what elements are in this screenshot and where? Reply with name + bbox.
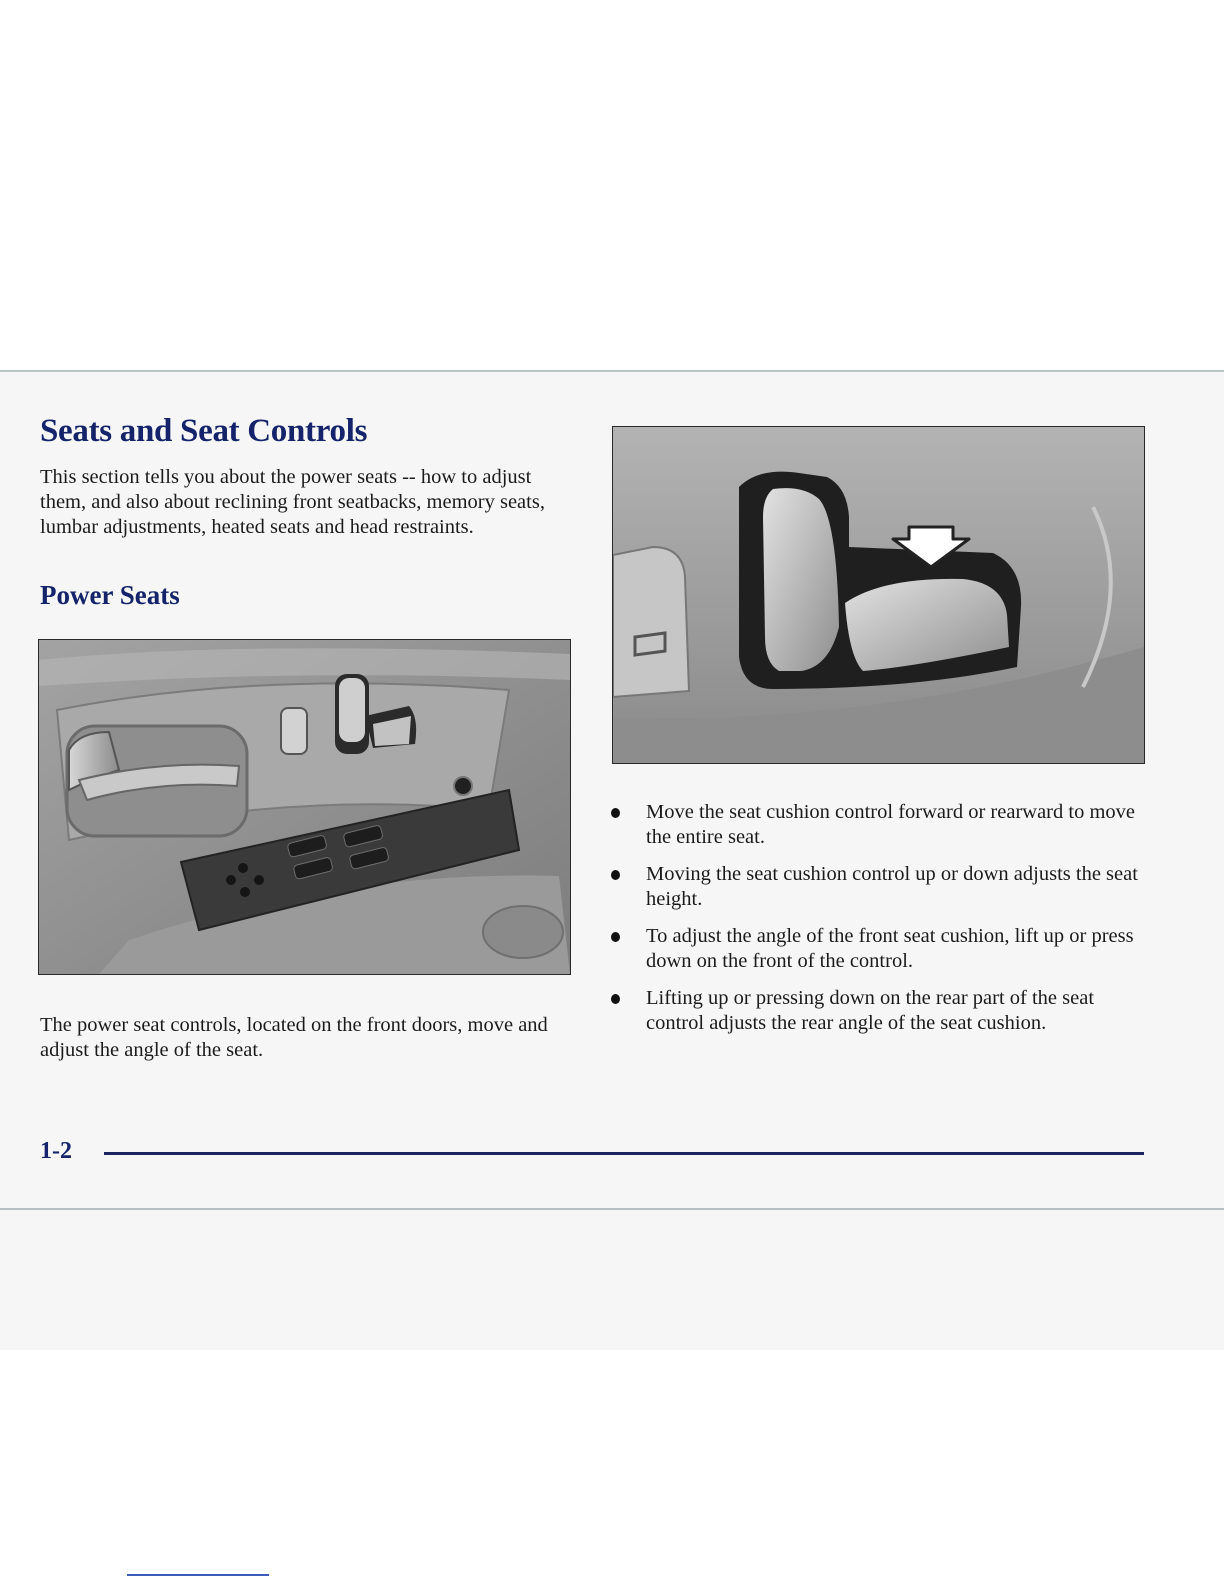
door-panel-photo [38,639,571,975]
list-item-text: To adjust the angle of the front seat cushion, lift up or press down on the front of the control. [646,925,1134,972]
bullet-icon [611,932,620,942]
list-item [610,800,1150,850]
list-item [610,924,1150,974]
bullet-icon [611,994,620,1004]
bottom-link-underline [127,1574,269,1576]
list-item [610,862,1150,912]
list-item-text: Move the seat cushion control forward or rearward to move the entire seat. [646,801,1135,848]
footer-rule [104,1152,1144,1155]
section-title: Seats and Seat Controls [40,413,368,449]
band-bottom-rule [0,1208,1224,1210]
bullet-list [610,800,1150,1048]
list-item [610,986,1150,1036]
band-top-rule [0,370,1224,372]
page-number: 1-2 [40,1138,72,1164]
bullet-icon [611,870,620,880]
list-item-text: Moving the seat cushion control up or down adjusts the seat height. [646,863,1138,910]
seat-control-closeup-photo [612,426,1145,764]
intro-paragraph: This section tells you about the power seats -- how to adjust them, and also about reclining front seatbacks, memory seats, lumbar adjustments, heated seats and head restraints. [40,466,545,538]
photo-caption: The power seat controls, located on the front doors, move and adjust the angle of the seat. [40,1014,548,1061]
bullet-icon [611,808,620,818]
subsection-title: Power Seats [40,580,180,610]
list-item-text: Lifting up or pressing down on the rear part of the seat control adjusts the rear angle of the seat cushion. [646,987,1095,1034]
